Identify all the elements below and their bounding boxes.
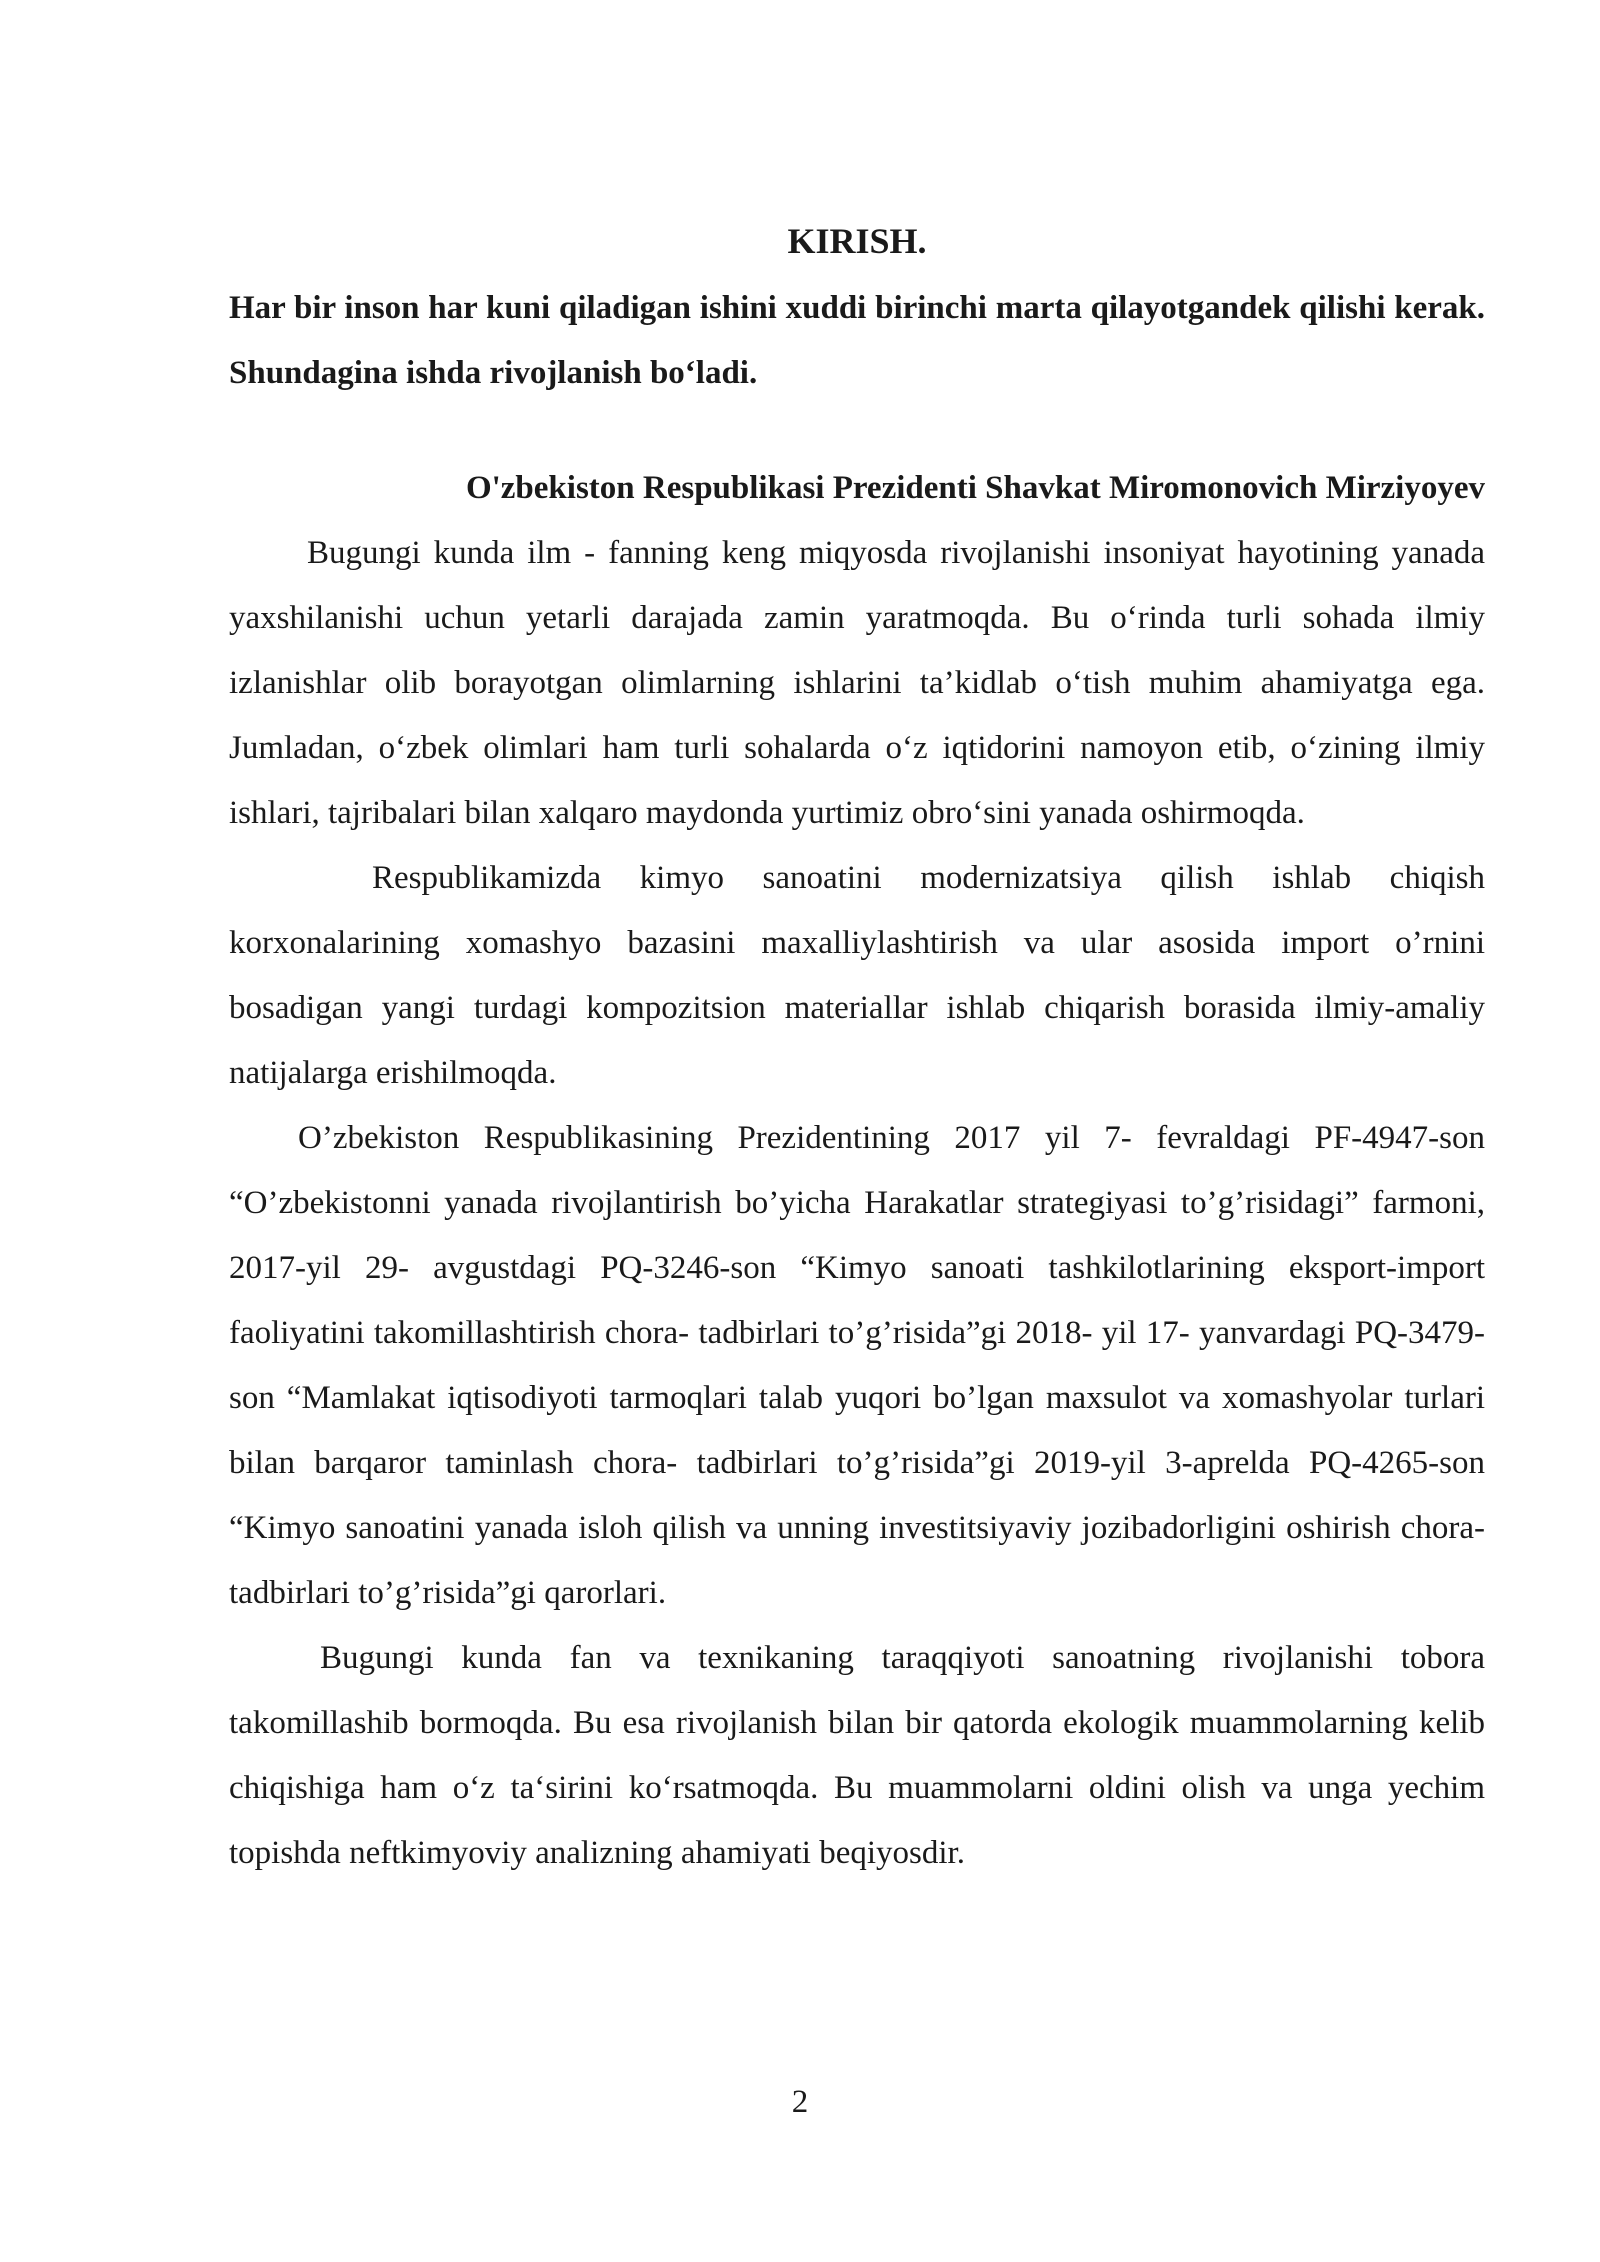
epigraph-quote: Har bir inson har kuni qiladigan ishini xuddi birinchi marta qilayotgandek qilishi kerak. Shundagina ishda rivojlanish bo‘ladi. [229,290,1485,391]
quote-attribution: O'zbekiston Respublikasi Prezidenti Shavkat Miromonovich Mirziyoyev [465,470,1485,506]
body-paragraph-4: Bugungi kunda fan va texnikaning taraqqiyoti sanoatning rivojlanishi tobora takomillashib bormoqda. Bu esa rivojlanish bilan bir qatorda ekologik muammolarning kelib chiqishiga ham o‘z ta‘sirini ko‘rsatmoqda. Bu muammolarni oldini olish va unga yechim topishda neftkimyoviy analizning ahamiyati beqiyosdir. [229,1640,1485,1871]
page-content [229,218,1485,1886]
page-heading: KIRISH. [787,221,927,261]
body-paragraph-3: O’zbekiston Respublikasining Prezidentining 2017 yil 7- fevraldagi PF-4947-son “O’zbekistonni yanada rivojlantirish bo’yicha Harakatlar strategiyasi to’g’risidagi” farmoni, 2017-yil 29- avgustdagi PQ-3246-son “Kimyo sanoati tashkilotlarining eksport-import faoliyatini takomillashtirish chora- tadbirlari to’g’risida”gi 2018- yil 17- yanvardagi PQ-3479-son “Mamlakat iqtisodiyoti tarmoqlari talab yuqori bo’lgan maxsulot va xomashyolar turlari bilan barqaror taminlash chora- tadbirlari to’g’risida”gi 2019-yil 3-aprelda PQ-4265-son “Kimyo sanoatini yanada isloh qilish va unning investitsiyaviy jozibadorligini oshirish chora- tadbirlari to’g’risida”gi qarorlari. [229,1120,1485,1611]
body-paragraph-1: Bugungi kunda ilm - fanning keng miqyosda rivojlanishi insoniyat hayotining yanada yaxshilanishi uchun yetarli darajada zamin yaratmoqda. Bu o‘rinda turli sohada ilmiy izlanishlar olib borayotgan olimlarning ishlarini ta’kidlab o‘tish muhim ahamiyatga ega. Jumladan, o‘zbek olimlari ham turli sohalarda o‘z iqtidorini namoyon etib, o‘zining ilmiy ishlari, tajribalari bilan xalqaro maydonda yurtimiz obro‘sini yanada oshirmoqda. [229,535,1485,831]
page-number: 2 [791,2084,809,2120]
body-paragraph-2: Respublikamizda kimyo sanoatini modernizatsiya qilish ishlab chiqish korxonalarining xomashyo bazasini maxalliylashtirish va ular asosida import o’rnini bosadigan yangi turdagi kompozitsion materiallar ishlab chiqarish borasida ilmiy-amaliy natijalarga erishilmoqda. [229,860,1485,1091]
